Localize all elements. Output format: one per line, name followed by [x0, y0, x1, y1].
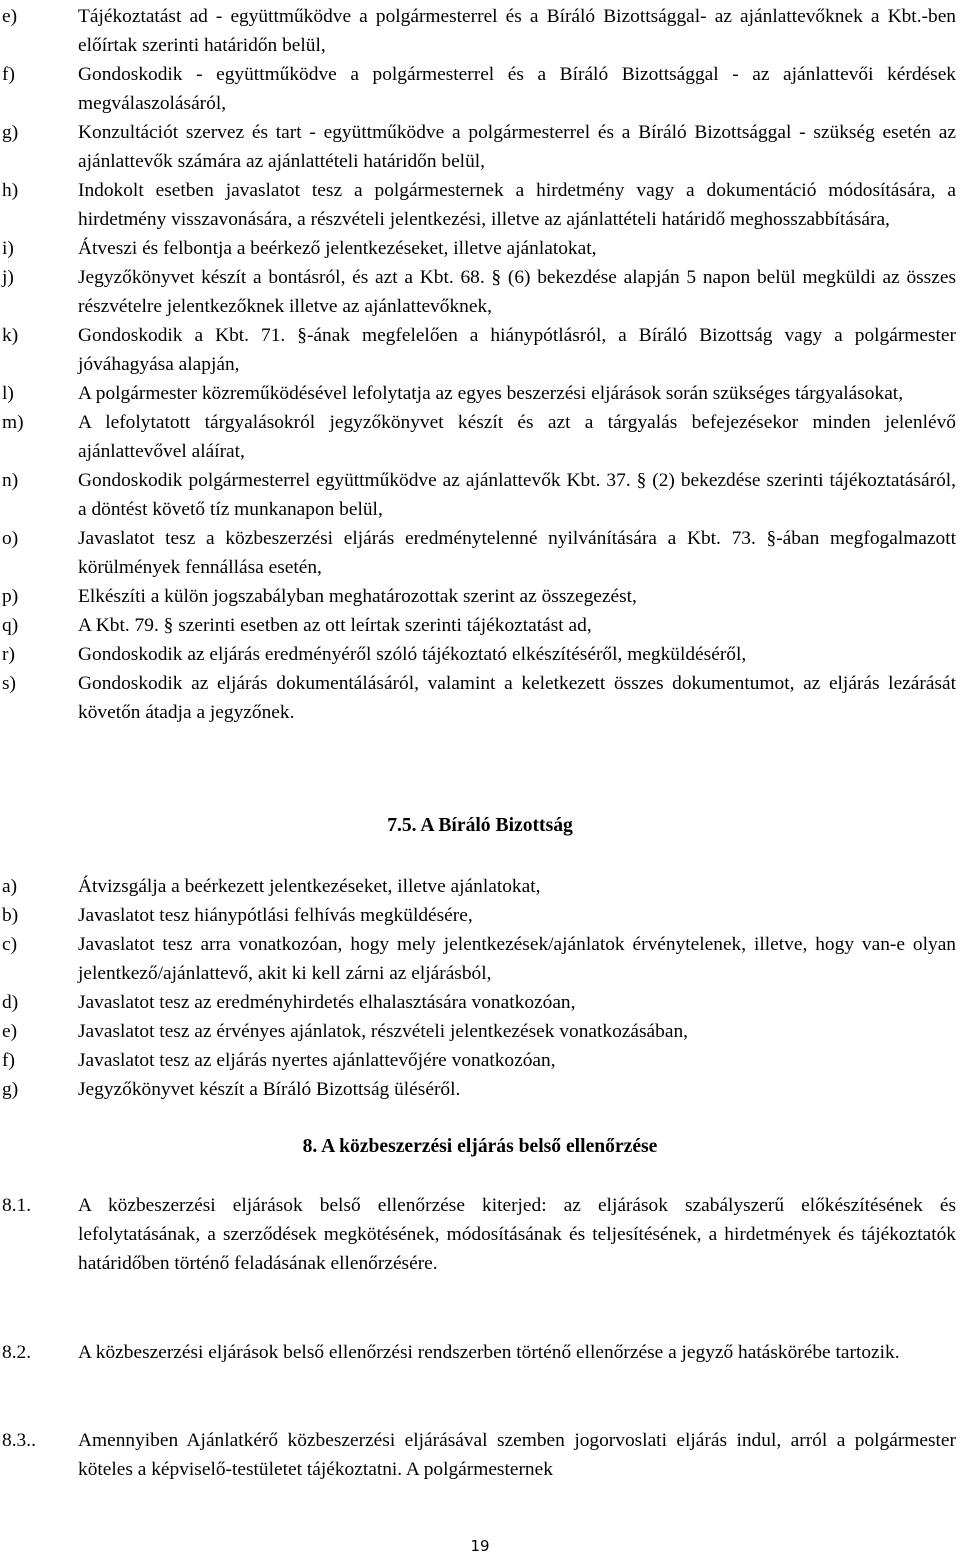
- item-text: Tájékoztatást ad - együttműködve a polgármesterrel és a Bíráló Bizottsággal- az ajánlattevőknek a Kbt.-ben előírtak szerinti határidőn belül,: [78, 6, 956, 56]
- list-item: [2, 901, 956, 930]
- item-label: q): [2, 615, 19, 636]
- item-text: Javaslatot tesz hiánypótlási felhívás megküldésére,: [78, 905, 473, 926]
- list-item: [2, 1046, 956, 1075]
- item-label: n): [2, 470, 19, 491]
- list-item: [2, 669, 956, 727]
- item-label: r): [2, 644, 15, 665]
- item-label: h): [2, 180, 19, 201]
- list-item: [2, 524, 956, 582]
- list-item: [2, 611, 956, 640]
- paragraph-number: 8.1.: [2, 1195, 32, 1216]
- item-text: Gondoskodik a Kbt. 71. §-ának megfelelően a hiánypótlásról, a Bíráló Bizottság vagy a polgármester jóváhagyása alapján,: [78, 325, 956, 375]
- list-item: [2, 466, 956, 524]
- item-text: Átvizsgálja a beérkezett jelentkezéseket, illetve ajánlatokat,: [78, 876, 541, 897]
- item-label: o): [2, 528, 19, 549]
- list-item: [2, 1075, 956, 1104]
- item-text: Konzultációt szervez és tart - együttműködve a polgármesterrel és a Bíráló Bizottsággal - szükség esetén az ajánlattevők számára az ajánlattételi határidőn belül,: [78, 122, 956, 172]
- list-item: [2, 379, 956, 408]
- list-item: [2, 263, 956, 321]
- item-text: Jegyzőkönyvet készít a bontásról, és azt a Kbt. 68. § (6) bekezdése alapján 5 napon belül megküldi az összes részvételre jelentkezőknek illetve az ajánlattevőknek,: [78, 267, 956, 317]
- numbered-paragraph: [2, 1426, 956, 1484]
- item-text: Javaslatot tesz az eljárás nyertes ajánlattevőjére vonatkozóan,: [78, 1050, 556, 1071]
- item-text: Gondoskodik az eljárás eredményéről szóló tájékoztató elkészítéséről, megküldéséről,: [78, 644, 747, 665]
- numbered-paragraph: [2, 1191, 956, 1278]
- item-label: s): [2, 673, 17, 694]
- list-item: [2, 60, 956, 118]
- list-item: [2, 408, 956, 466]
- item-label: g): [2, 1079, 19, 1100]
- item-text: Gondoskodik polgármesterrel együttműködve az ajánlattevők Kbt. 37. § (2) bekezdése szerinti tájékoztatásáról, a döntést követő tíz munkanapon belül,: [78, 470, 956, 520]
- item-text: Átveszi és felbontja a beérkező jelentkezéseket, illetve ajánlatokat,: [78, 238, 597, 259]
- item-text: Jegyzőkönyvet készít a Bíráló Bizottság üléséről.: [78, 1079, 461, 1100]
- task-list-1: [2, 2, 956, 727]
- item-label: f): [2, 64, 15, 85]
- item-text: A lefolytatott tárgyalásokról jegyzőkönyvet készít és azt a tárgyalás befejezésekor minden jelenlévő ajánlattevővel aláírat,: [78, 412, 956, 462]
- paragraph-number: 8.3..: [2, 1430, 36, 1451]
- paragraph-text: Amennyiben Ajánlatkérő közbeszerzési eljárásával szemben jogorvoslati eljárás indul, arról a polgármester köteles a képviselő-testületet tájékoztatni. A polgármesternek: [78, 1430, 956, 1480]
- item-label: d): [2, 992, 19, 1013]
- list-item: [2, 176, 956, 234]
- task-list-2: [2, 872, 956, 1104]
- item-label: a): [2, 876, 18, 897]
- list-item: [2, 988, 956, 1017]
- item-label: k): [2, 325, 19, 346]
- paragraph-text: A közbeszerzési eljárások belső ellenőrzése kiterjed: az eljárások szabályszerű előkészítésének és lefolytatásának, a szerződések megkötésének, módosításának és teljesítésének, a hirdetmények és tájékoztatók határidőben történő feladásának ellenőrzésére.: [78, 1195, 956, 1274]
- list-item: [2, 234, 956, 263]
- item-text: Elkészíti a külön jogszabályban meghatározottak szerint az összegezést,: [78, 586, 637, 607]
- item-text: Gondoskodik az eljárás dokumentálásáról, valamint a keletkezett összes dokumentumot, az eljárás lezárását követőn átadja a jegyzőnek.: [78, 673, 956, 723]
- item-label: f): [2, 1050, 15, 1071]
- section-heading: 8. A közbeszerzési eljárás belső ellenőrzése: [302, 1136, 658, 1157]
- list-item: [2, 118, 956, 176]
- numbered-paragraph: [2, 1338, 956, 1367]
- item-label: m): [2, 412, 24, 433]
- list-item: [2, 930, 956, 988]
- list-item: [2, 640, 956, 669]
- item-text: Gondoskodik - együttműködve a polgármesterrel és a Bíráló Bizottsággal - az ajánlattevői kérdések megválaszolásáról,: [78, 64, 956, 114]
- item-label: g): [2, 122, 19, 143]
- item-label: e): [2, 1021, 18, 1042]
- list-item: [2, 872, 956, 901]
- item-text: Javaslatot tesz arra vonatkozóan, hogy mely jelentkezések/ajánlatok érvénytelenek, illetve, hogy van-e olyan jelentkező/ajánlattevő, akit ki kell zárni az eljárásból,: [78, 934, 956, 984]
- item-text: Javaslatot tesz az érvényes ajánlatok, részvételi jelentkezések vonatkozásában,: [78, 1021, 688, 1042]
- list-item: [2, 2, 956, 60]
- item-text: Javaslatot tesz az eredményhirdetés elhalasztására vonatkozóan,: [78, 992, 576, 1013]
- list-item: [2, 1017, 956, 1046]
- item-label: c): [2, 934, 18, 955]
- item-text: A polgármester közreműködésével lefolytatja az egyes beszerzési eljárások során szükséges tárgyalásokat,: [78, 383, 904, 404]
- item-label: b): [2, 905, 19, 926]
- item-label: l): [2, 383, 14, 404]
- list-item: [2, 321, 956, 379]
- item-text: Javaslatot tesz a közbeszerzési eljárás eredménytelenné nyilvánítására a Kbt. 73. §-ában megfogalmazott körülmények fennállása esetén,: [78, 528, 956, 578]
- item-text: Indokolt esetben javaslatot tesz a polgármesternek a hirdetmény vagy a dokumentáció módosítására, a hirdetmény visszavonására, a részvételi jelentkezési, illetve az ajánlattételi határidő meghosszabbítására,: [78, 180, 956, 230]
- page-number: 19: [470, 1537, 490, 1555]
- list-item: [2, 582, 956, 611]
- paragraph-text: A közbeszerzési eljárások belső ellenőrzési rendszerben történő ellenőrzése a jegyző hatáskörébe tartozik.: [78, 1342, 900, 1363]
- section-heading: 7.5. A Bíráló Bizottság: [387, 815, 573, 836]
- item-label: i): [2, 238, 14, 259]
- item-text: A Kbt. 79. § szerinti esetben az ott leírtak szerinti tájékoztatást ad,: [78, 615, 592, 636]
- item-label: p): [2, 586, 19, 607]
- item-label: j): [2, 267, 14, 288]
- item-label: e): [2, 6, 18, 27]
- paragraph-number: 8.2.: [2, 1342, 32, 1363]
